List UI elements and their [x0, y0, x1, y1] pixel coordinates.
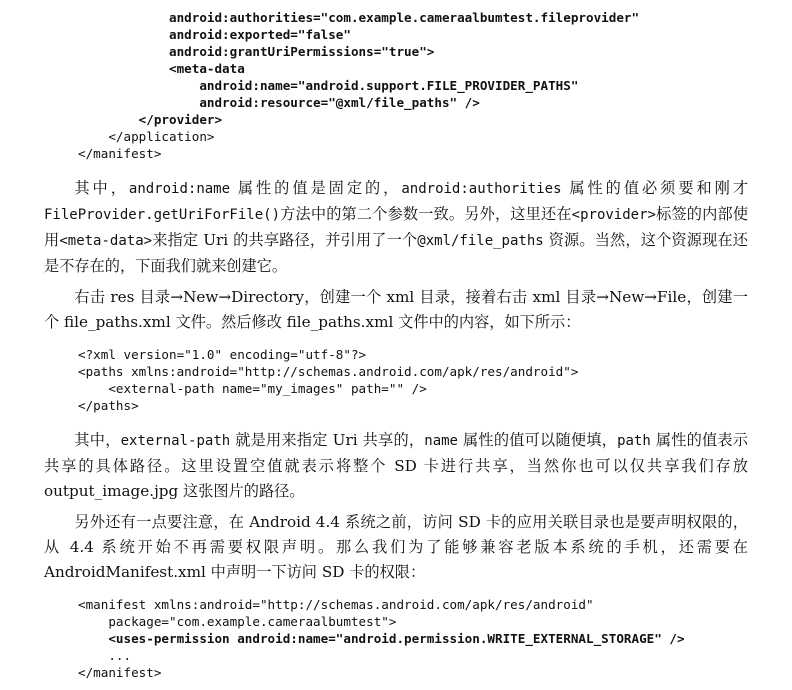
code-line: <meta-data: [78, 61, 245, 76]
code-line: </provider>: [78, 112, 223, 127]
code-line: <paths xmlns:android="http://schemas.android.com/apk/res/android">: [78, 364, 579, 379]
code-line: android:grantUriPermissions="true">: [78, 44, 435, 59]
code-line: <external-path name="my_images" path="" />: [78, 381, 427, 396]
paragraph-sd-card-permission: 另外还有一点要注意，在 Android 4.4 系统之前，访问 SD 卡的应用关联目录也是要声明权限的，从 4.4 系统开始不再需要权限声明。那么我们为了能够兼容老版本系统的手机，还需要在 AndroidManifest.xml 中声明一下访问 SD 卡的权限：: [44, 513, 748, 581]
paragraph-create-xml-directory: 右击 res 目录→New→Directory，创建一个 xml 目录，接着右击 xml 目录→New→File，创建一个 file_paths.xml 文件。然后修改 file_paths.xml 文件中的内容，如下所示：: [44, 288, 748, 331]
code-line: <?xml version="1.0" encoding="utf-8"?>: [78, 347, 367, 362]
code-line: android:authorities="com.example.cameraalbumtest.fileprovider": [78, 10, 640, 25]
code-line: android:resource="@xml/file_paths" />: [78, 95, 480, 110]
code-line: </paths>: [78, 398, 139, 413]
code-line: <uses-permission android:name="android.permission.WRITE_EXTERNAL_STORAGE" />: [78, 631, 685, 646]
paragraph-fileprovider-explanation: 其中，android:name 属性的值是固定的，android:authorities 属性的值必须要和刚才FileProvider.getUriForFile()方法中的第二个参数一致。另外，这里还在<provider>标签的内部使用<meta-data>来指定 Uri 的共享路径，并引用了一个@xml/file_paths 资源。当然，这个资源现在还是不存在的，下面我们就来创建它。: [44, 179, 749, 275]
code-block-provider-tail: [78, 9, 639, 162]
code-block-manifest-permission: [78, 596, 685, 681]
code-line: </application>: [78, 129, 215, 144]
code-line: <manifest xmlns:android="http://schemas.android.com/apk/res/android": [78, 597, 594, 612]
code-line: ...: [78, 648, 132, 663]
code-line: package="com.example.cameraalbumtest">: [78, 614, 397, 629]
code-line: android:exported="false": [78, 27, 351, 42]
code-block-file-paths: [78, 346, 578, 414]
code-line: android:name="android.support.FILE_PROVIDER_PATHS": [78, 78, 579, 93]
paragraph-external-path-explanation: 其中，external-path 就是用来指定 Uri 共享的，name 属性的值可以随便填，path 属性的值表示共享的具体路径。这里设置空值就表示将整个 SD 卡进行共享，当然你也可以仅共享我们存放 output_image.jpg 这张图片的路径。: [44, 431, 749, 500]
code-line: </manifest>: [78, 146, 162, 161]
code-line: </manifest>: [78, 665, 162, 680]
